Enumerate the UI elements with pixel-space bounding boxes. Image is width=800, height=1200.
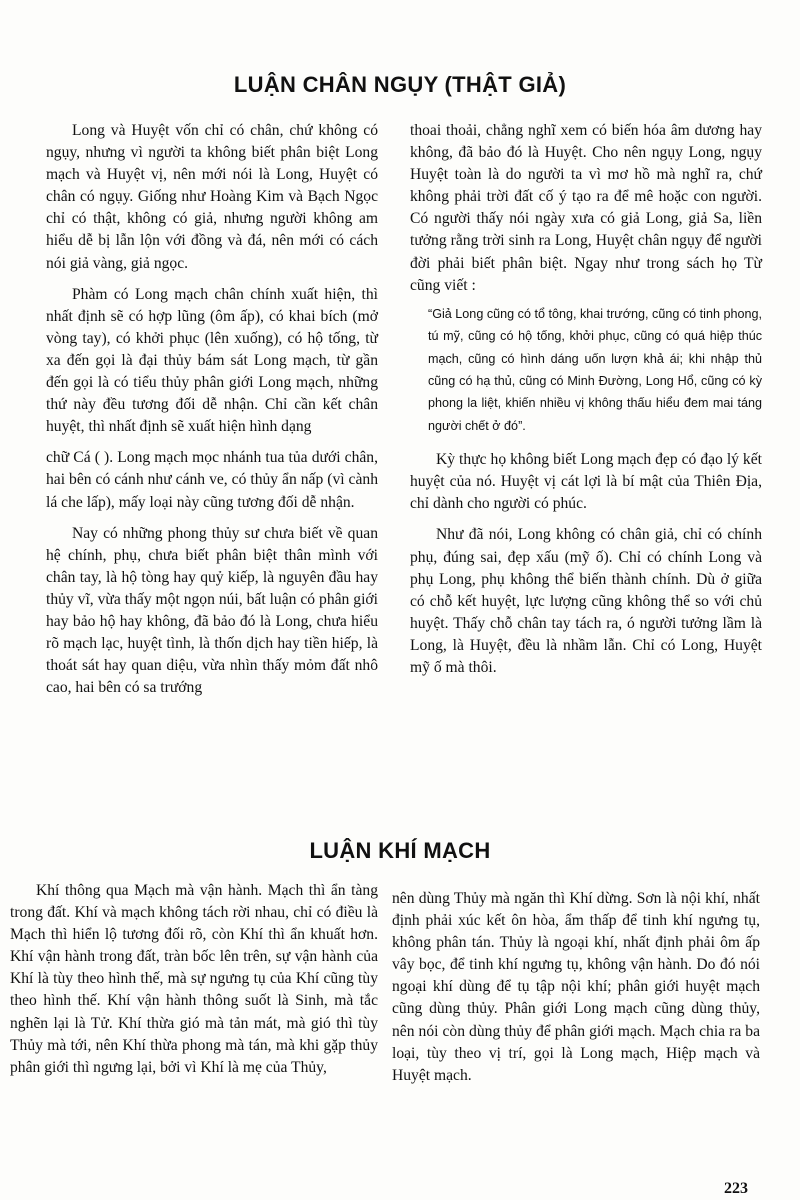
- paragraph: Như đã nói, Long không có chân giả, chỉ có chính phụ, đúng sai, đẹp xấu (mỹ ố). Chỉ có chính Long và phụ Long, phụ không thể biến thành chính. Dù ở giữa có chỗ kết huyệt, lực lượng cũng không thể so với chủ huyệt. Thấy chỗ chân tay tách ra, ó người tưởng lầm là Long, là Huyệt, đều là nhầm lẫn. Chỉ có Long, Huyệt mỹ ố mà thôi.: [410, 526, 762, 677]
- left-column-khi-mach: [10, 880, 378, 1088]
- paragraph: Phàm có Long mạch chân chính xuất hiện, thì nhất định sẽ có hợp lũng (ôm ấp), có khai bích (mở vòng tay), có khởi phục (lên xuống), có hộ tống, từ xa đến gọi là đại thủy bám sát Long mạch, từ gần đến gọi là có tiểu thủy phân giới Long mạch, những thứ này đều tương đối dễ nhận. Chỉ cần kết chân huyệt, thì nhất định sẽ xuất hiện hình dạng: [46, 285, 378, 436]
- right-column-chan-nguy: [410, 120, 762, 688]
- quotation-block: “Giả Long cũng có tổ tông, khai trướng, cũng có tinh phong, tú mỹ, cũng có hộ tống, khởi phục, cũng có quá hiệp thúc mạch, cũng có hình dáng uốn lượn khả ái; khi nhập thủ cũng có hạ thủ, cũng có Minh Đường, Long Hổ, cũng có kỳ phong la liệt, khiến nhiều vị không thấu hiểu đem mai táng người chết ở đó”.: [428, 306, 762, 433]
- section-title-chan-nguy: LUẬN CHÂN NGỤY (THẬT GIẢ): [233, 72, 567, 97]
- paragraph: chữ Cá ( ). Long mạch mọc nhánh tua tủa dưới chân, hai bên có cánh như cánh ve, có thủy ẩn nấp (vì cành lá che lấp), mấy loại này cũng tương đối dễ nhận.: [46, 449, 378, 511]
- paragraph: Kỳ thực họ không biết Long mạch đẹp có đạo lý kết huyệt của nó. Huyệt vị cát lợi là bí mật của Thiên Địa, chỉ dành cho người có phúc.: [410, 451, 762, 513]
- right-column-khi-mach: [392, 888, 760, 1096]
- paragraph: Long và Huyệt vốn chỉ có chân, chứ không có ngụy, nhưng vì người ta không biết phân biệt Long mạch và Huyệt vị, nên mới nói là Long, Huyệt có chân có ngụy. Giống như Hoàng Kim và Bạch Ngọc chỉ có thật, không có giả, nhưng người không am hiểu dễ bị lẫn lộn với đồng và đá, nên mới có cách nói giả vàng, giả ngọc.: [46, 122, 378, 272]
- paragraph: nên dùng Thủy mà ngăn thì Khí dừng. Sơn là nội khí, nhất định phải xúc kết ôn hòa, ẩm thấp để tinh khí ngưng tụ, không phân tán. Thủy là ngoại khí, nhất định phải ôm ấp vây bọc, để tinh khí ngưng tụ, không vận hành. Do đó nói ngoại khí dùng để tụ tập nội khí; phân giới huyệt mạch cũng dùng thủy. Phân giới Long mạch cũng dùng thủy, nên nói còn dùng thủy để phân giới mạch. Mạch chia ra ba loại, tùy theo vị trí, gọi là Long mạch, Hiệp mạch và Huyệt mạch.: [392, 890, 760, 1084]
- left-column-chan-nguy: [46, 120, 378, 708]
- paragraph: thoai thoải, chẳng nghĩ xem có biến hóa âm dương hay không, đã bảo đó là Huyệt. Cho nên ngụy Long, ngụy Huyệt toàn là do người ta vì mơ hồ mà nghĩ ra, chứ không phải trời đất cố ý tạo ra để mê hoặc con người. Có người thấy nói ngày xưa có giả Long, giả Sa, liền tưởng rằng trời sinh ra Long, Huyệt chân ngụy để người đời phải biết phân biệt. Ngay như trong sách họ Từ cũng viết :: [410, 122, 762, 294]
- page-number: 223: [724, 1180, 748, 1197]
- paragraph: Nay có những phong thủy sư chưa biết về quan hệ chính, phụ, chưa biết phân biệt thân mình với chân tay, là hộ tòng hay quỷ kiếp, là nguyên đầu hay thủy vĩ, vừa thấy một ngọn núi, bất luận có phân giới hay bảo hộ hay không, đã bảo đó là Long, chưa hiểu rõ mạch lạc, huyệt tình, là thốn dịch hay tiền hiếp, là thoát sát hay quan diệu, vừa nhìn thấy mỏm đất nhô cao, hai bên có sa trướng: [46, 524, 378, 697]
- section-title-khi-mach: LUẬN KHÍ MẠCH: [309, 838, 491, 863]
- paragraph: Khí thông qua Mạch mà vận hành. Mạch thì ẩn tàng trong đất. Khí và mạch không tách rời nhau, chỉ có điều là Mạch thì hiển lộ tương đối rõ, còn Khí thì ẩn khuất hơn. Khí vận hành trong đất, tràn bốc lên trên, sự vận hành của Khí là tùy theo hình thế, mà sự ngưng tụ của Khí cũng tùy theo hình thế. Khí vận hành thông suốt là Sinh, mà tắc nghẽn lại là Tử. Khí thừa gió mà tản mát, mà gió thì tùy Thủy mà tới, nên Khí thừa phong mà tán, mà khi gặp thủy phân giới thì ngưng lại, bởi vì Khí là mẹ của Thủy,: [10, 882, 378, 1076]
